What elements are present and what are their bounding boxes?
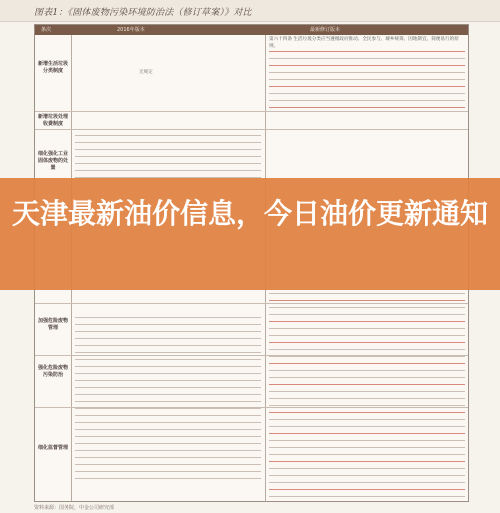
- section-label: 新增生活垃圾分类制度: [37, 61, 68, 74]
- new-version-text-block: [269, 51, 465, 114]
- section-label: 细化监督管理: [37, 445, 68, 451]
- new-version-text-block: [269, 293, 465, 503]
- row-divider: [35, 129, 468, 130]
- old-version-text-block: [75, 317, 261, 485]
- section-label: 加强危险废物管理: [37, 318, 68, 331]
- old-version-cell: 无规定: [139, 70, 153, 75]
- document-header: [0, 0, 500, 22]
- headline-title: 天津最新油价信息，今日油价更新通知: [11, 197, 488, 230]
- new-version-first-line: 第六十四条 生活垃圾分类应当遵循政府推动、全民参与、城乡统筹、因地制宜、简便易行的原则。: [269, 37, 459, 49]
- document-title: 图表1：《固体废物污染环境防治法（修订草案）》对比: [34, 8, 252, 18]
- source-footnote: 资料来源：国务院，中金公司研究部: [34, 505, 115, 511]
- section-label: 强化危险废物污染防治: [37, 365, 68, 378]
- col-header-2016: 2016年版本: [117, 27, 145, 33]
- section-label: 新增垃圾处理收费制度: [37, 114, 68, 127]
- headline-banner: [0, 178, 500, 290]
- section-label: 细化强化工业固体废物的处置: [37, 151, 68, 171]
- old-version-text-block: [75, 135, 261, 184]
- col-header-latest: 最新修订版本: [310, 27, 341, 33]
- col-header-clause: 条次: [41, 27, 52, 33]
- table-header-row: [35, 25, 468, 35]
